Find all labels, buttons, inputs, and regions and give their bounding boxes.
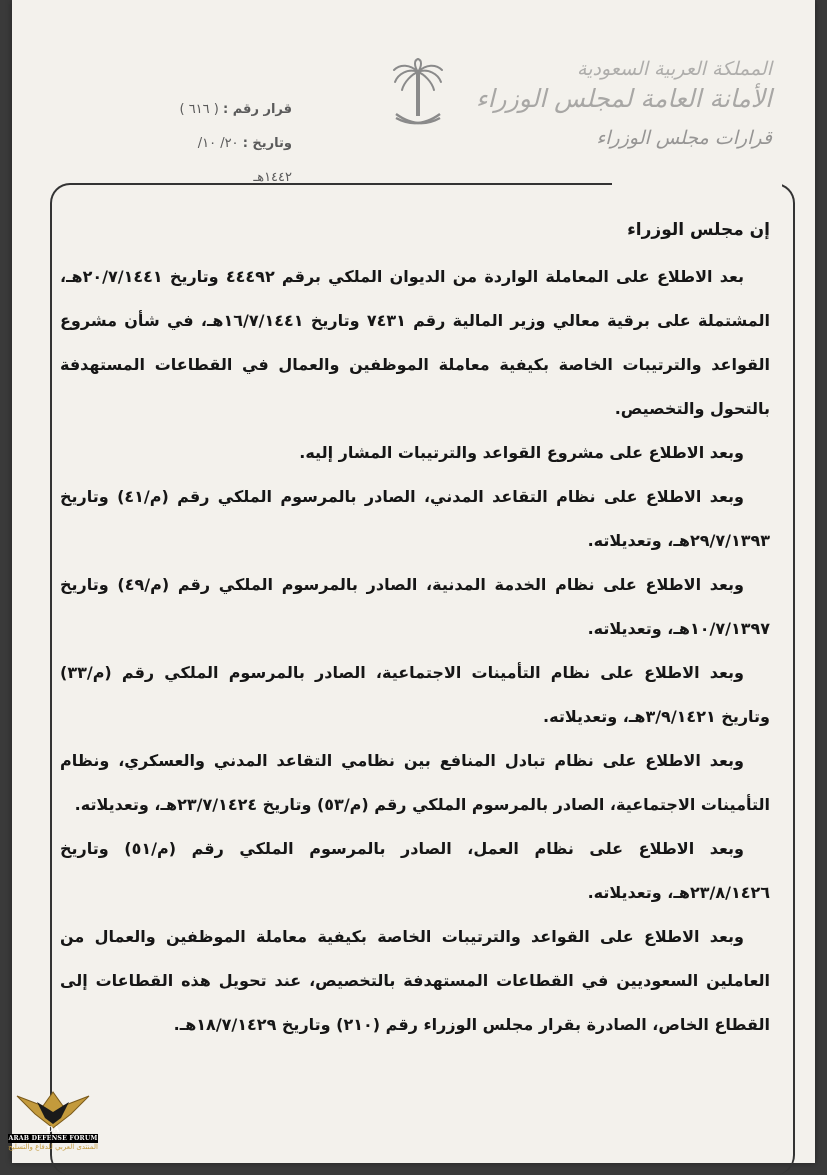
forum-name-arabic: المنتدى العربي للدفاع والتسليح <box>8 1143 98 1151</box>
paragraph: وبعد الاطلاع على القواعد والترتيبات الخاصة بكيفية معاملة الموظفين والعمال من العاملين السعوديين في القطاعات المستهدفة بالتخصيص، عند تحويل هذه القطاعات إلى القطاع الخاص، الصادرة بقرار مجلس الوزراء رقم (٢١٠) وتاريخ ١٨/٧/١٤٢٩هـ. <box>60 927 770 1034</box>
paragraph: بعد الاطلاع على المعاملة الواردة من الديوان الملكي برقم ٤٤٤٩٢ وتاريخ ٢٠/٧/١٤٤١هـ، المشتملة على برقية معالي وزير المالية رقم ٧٤٣١ وتاريخ ١٦/٧/١٤٤١هـ، في شأن مشروع القواعد والترتيبات الخاصة بكيفية معاملة الموظفين والعمال في القطاعات المستهدفة بالتحول والتخصيص. <box>60 267 770 418</box>
letterhead-kingdom: المملكة العربية السعودية <box>577 58 772 80</box>
decision-date-label: وتاريخ : <box>242 136 292 151</box>
paragraph: وبعد الاطلاع على نظام الخدمة المدنية، الصادر بالمرسوم الملكي رقم (م/٤٩) وتاريخ ١٠/٧/١٣٩٧هـ، وتعديلاته. <box>60 575 770 638</box>
palm-swords-emblem-icon <box>390 58 446 138</box>
paragraph: وبعد الاطلاع على نظام العمل، الصادر بالمرسوم الملكي رقم (م/٥١) وتاريخ ٢٣/٨/١٤٢٦هـ، وتعديلاته. <box>60 839 770 902</box>
frame-title-gap <box>612 175 782 189</box>
eagle-emblem-icon <box>15 1088 91 1134</box>
letterhead <box>475 58 772 149</box>
forum-name-english: ARAB DEFENSE FORUM <box>8 1135 98 1142</box>
paragraph: وبعد الاطلاع على نظام تبادل المنافع بين نظامي التقاعد المدني والعسكري، ونظام التأمينات الاجتماعية، الصادر بالمرسوم الملكي رقم (م/٥٣) وتاريخ ٢٣/٧/١٤٢٤هـ، وتعديلاته. <box>60 751 770 814</box>
forum-mark: DA <box>46 1124 60 1134</box>
decision-body <box>60 210 770 1047</box>
body-heading: إن مجلس الوزراء <box>627 220 770 240</box>
decision-date: ٢٠/ ١٠/ ١٤٤٢هـ <box>197 136 292 185</box>
paragraph: وبعد الاطلاع على نظام التقاعد المدني، الصادر بالمرسوم الملكي رقم (م/٤١) وتاريخ ٢٩/٧/١٣٩٣هـ، وتعديلاته. <box>60 487 770 550</box>
forum-watermark-logo <box>8 1088 98 1160</box>
document-page <box>12 0 815 1163</box>
paragraph: وبعد الاطلاع على مشروع القواعد والترتيبات المشار إليه. <box>299 443 744 462</box>
decision-reference <box>162 93 292 195</box>
paragraph: وبعد الاطلاع على نظام التأمينات الاجتماعية، الصادر بالمرسوم الملكي رقم (م/٣٣) وتاريخ ٣/٩/١٤٢١هـ، وتعديلاته. <box>60 663 770 726</box>
decision-number: ( ٦١٦ ) <box>179 102 219 117</box>
letterhead-decisions-title: قرارات مجلس الوزراء <box>596 127 772 149</box>
decision-number-line <box>162 93 292 127</box>
decision-number-label: قرار رقم : <box>223 102 292 117</box>
letterhead-secretariat: الأمانة العامة لمجلس الوزراء <box>475 84 772 113</box>
